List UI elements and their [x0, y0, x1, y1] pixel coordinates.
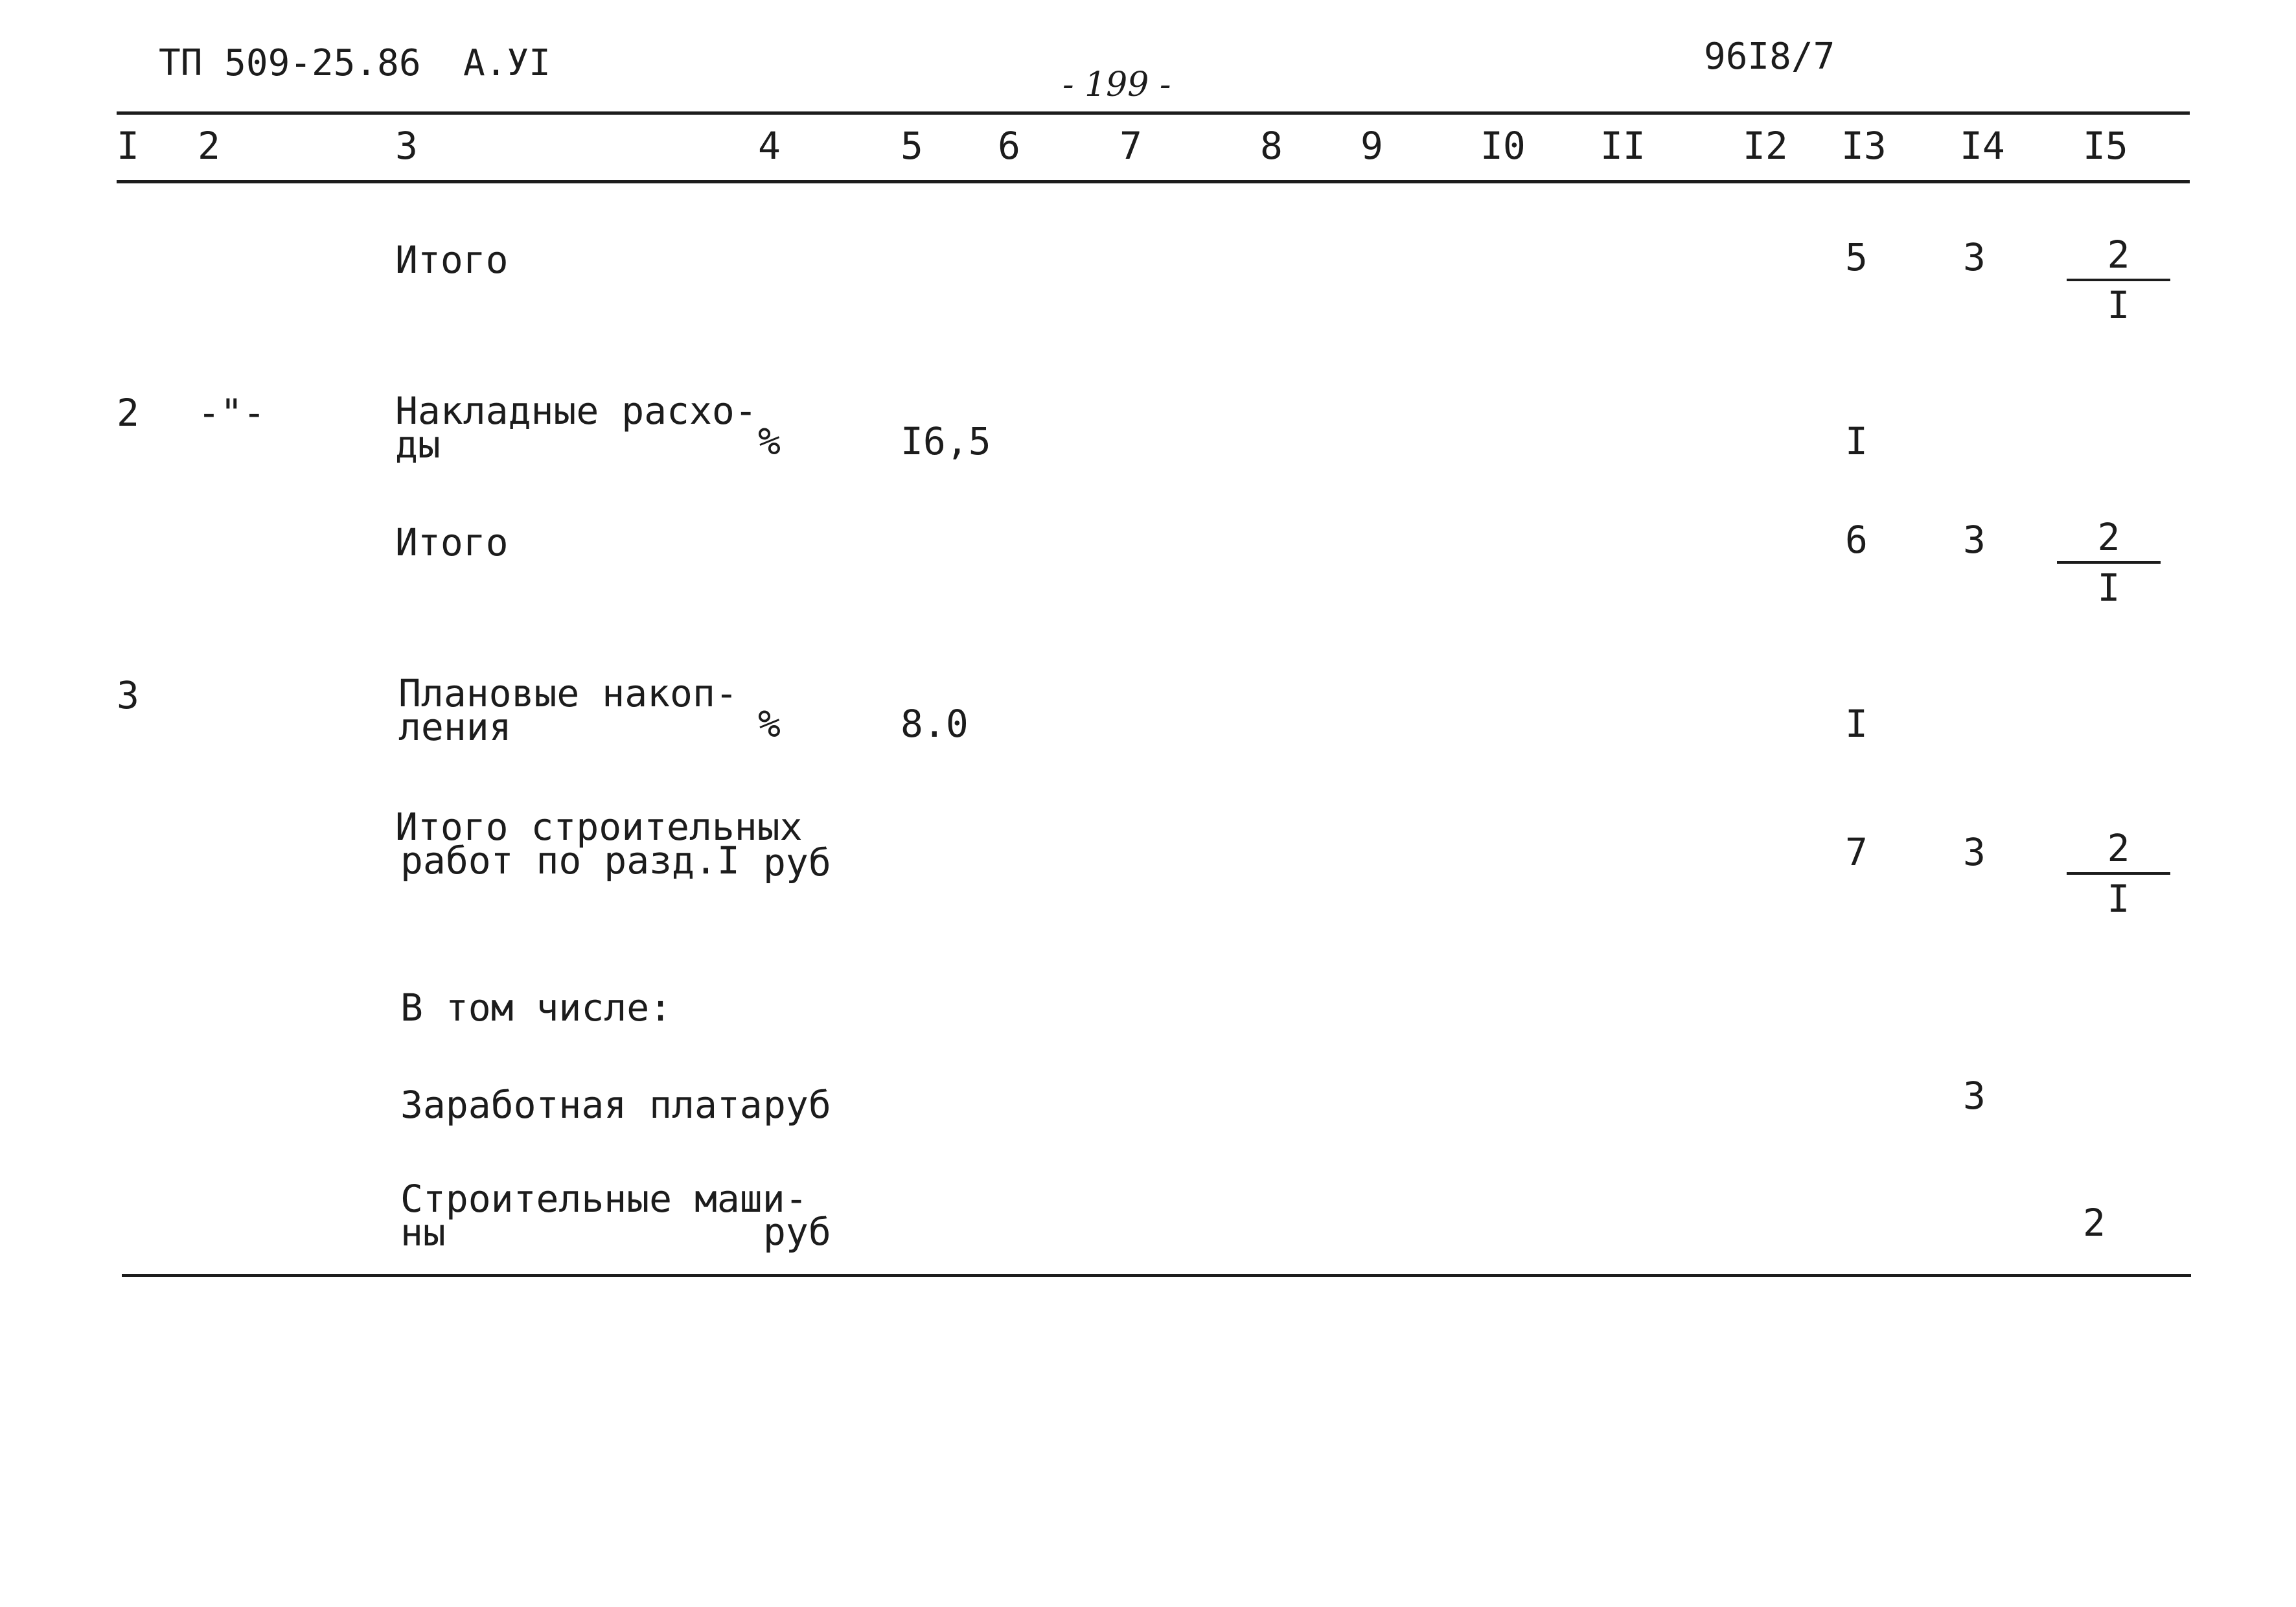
row-name-line1: Итого строительных — [395, 805, 803, 849]
cell-col13: I — [1845, 702, 1868, 746]
row-name: Заработная плата — [400, 1083, 763, 1127]
unit: руб — [763, 1083, 831, 1127]
column-header-1: I — [117, 124, 139, 168]
row-name: Итого — [395, 520, 509, 564]
cell-col13: 6 — [1845, 518, 1868, 562]
row-name-line2: ды — [395, 422, 441, 467]
row-name-line1: Накладные расхо- — [395, 389, 757, 433]
table-top-rule — [117, 111, 2190, 115]
row-name: Итого — [395, 238, 509, 282]
cell-col13: 7 — [1845, 830, 1868, 874]
column-header-15: I5 — [2083, 124, 2128, 168]
fraction-denominator: I — [2107, 877, 2130, 921]
cell-col15-fraction — [2067, 824, 2170, 923]
column-header-7: 7 — [1119, 124, 1142, 168]
row-name-line2: ны — [400, 1210, 446, 1254]
row-name-line1: Плановые накоп- — [398, 671, 738, 715]
row-number: 2 — [117, 391, 139, 435]
row-name-line1: Строительные маши- — [400, 1177, 808, 1221]
column-header-13: I3 — [1841, 124, 1887, 168]
column-header-4: 4 — [758, 124, 781, 168]
cell-col14: 3 — [1963, 235, 1986, 279]
column-header-10: I0 — [1480, 124, 1526, 168]
cell-col15: 2 — [2083, 1201, 2106, 1245]
row-number: 3 — [117, 673, 139, 717]
cell-col15-fraction — [2057, 513, 2161, 612]
unit: руб — [763, 1210, 831, 1254]
cell-col13: 5 — [1845, 235, 1868, 279]
cell-col13: I — [1845, 419, 1868, 463]
row-name-line2: ления — [398, 705, 512, 749]
ditto-mark: -"- — [198, 391, 266, 435]
cell-col14: 3 — [1963, 1074, 1986, 1118]
header-bottom-rule — [117, 180, 2190, 183]
doc-code: ТП 509-25.86 — [159, 42, 421, 84]
unit: руб — [763, 840, 831, 884]
fraction-numerator: 2 — [2107, 826, 2130, 870]
row-name: В том числе: — [400, 986, 672, 1030]
column-header-2: 2 — [198, 124, 220, 168]
album-number: А.УI — [463, 42, 551, 84]
fraction-denominator: I — [2097, 566, 2120, 610]
column-header-8: 8 — [1260, 124, 1283, 168]
column-header-14: I4 — [1960, 124, 2005, 168]
column-header-6: 6 — [998, 124, 1020, 168]
column-header-11: II — [1600, 124, 1646, 168]
row-name-line2: работ по разд.I — [400, 838, 740, 883]
column-header-9: 9 — [1360, 124, 1383, 168]
unit: % — [758, 702, 781, 746]
cell-col5: I6,5 — [901, 419, 991, 463]
cell-col15-fraction — [2067, 231, 2170, 329]
column-header-5: 5 — [901, 124, 923, 168]
column-header-12: I2 — [1743, 124, 1788, 168]
column-header-3: 3 — [395, 124, 418, 168]
sheet-code: 96I8/7 — [1704, 36, 1835, 78]
fraction-numerator: 2 — [2097, 515, 2120, 559]
fraction-denominator: I — [2107, 283, 2130, 327]
cell-col14: 3 — [1963, 830, 1986, 874]
cell-col5: 8.0 — [901, 702, 969, 746]
fraction-numerator: 2 — [2107, 233, 2130, 277]
unit: % — [758, 419, 781, 463]
page-number: - 199 - — [1062, 65, 1171, 104]
table-bottom-rule — [122, 1274, 2191, 1277]
cell-col14: 3 — [1963, 518, 1986, 562]
